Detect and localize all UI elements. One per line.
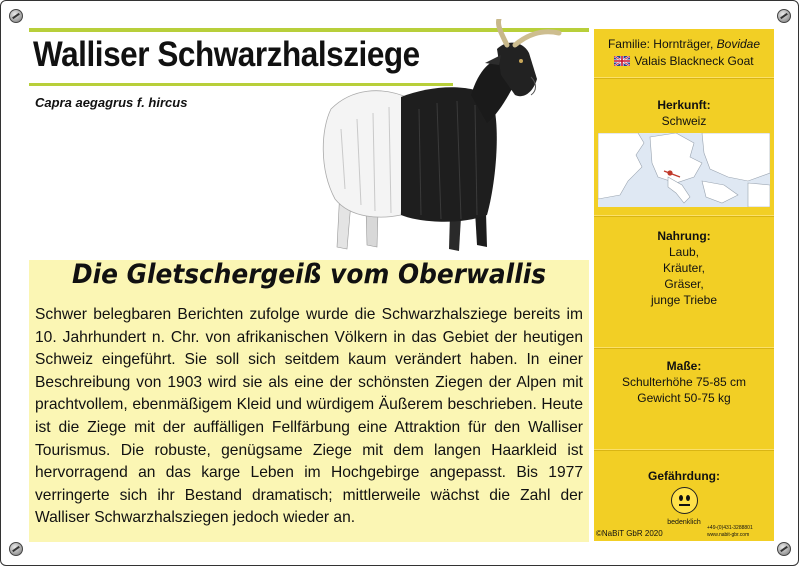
fact-sidebar: [594, 29, 774, 541]
screw-icon: [9, 9, 23, 23]
english-name: Valais Blackneck Goat: [634, 54, 754, 68]
uk-flag-icon: [614, 56, 630, 66]
family-info: [594, 36, 774, 52]
page-title: Walliser Schwarzhalsziege: [33, 35, 420, 74]
origin-section: [594, 97, 774, 129]
food-item: Laub,: [668, 245, 700, 259]
status-section: [594, 468, 774, 527]
screw-icon: [9, 542, 23, 556]
measure-item: Schulterhöhe 75-85 cm: [621, 375, 747, 389]
english-name-row: [594, 53, 774, 69]
family-latin: Bovidae: [716, 37, 761, 51]
neutral-smiley-icon: [671, 487, 698, 514]
food-heading: Nahrung:: [657, 229, 711, 243]
screw-icon: [777, 542, 791, 556]
measures-section: [594, 358, 774, 406]
copyright: ©NaBiT GbR 2020: [596, 529, 663, 538]
europe-map-icon: [598, 133, 770, 207]
status-value: bedenklich: [667, 519, 701, 526]
divider: [594, 449, 774, 451]
goat-illustration: [301, 19, 591, 259]
status-heading: Gefährdung:: [648, 469, 720, 483]
food-section: [594, 228, 774, 308]
divider: [594, 77, 774, 79]
divider: [594, 215, 774, 217]
latin-name: Capra aegagrus f. hircus: [35, 95, 188, 110]
contact-info: [707, 525, 753, 539]
phone: +49-(0)431-3288801: [707, 525, 753, 531]
family-prefix: Familie: Hornträger,: [607, 37, 717, 51]
screw-icon: [777, 9, 791, 23]
measures-heading: Maße:: [666, 359, 702, 373]
website: www.nabit-gbr.com: [707, 532, 750, 538]
origin-value: Schweiz: [661, 114, 707, 128]
food-item: junge Triebe: [650, 293, 718, 307]
divider: [594, 347, 774, 349]
food-item: Gräser,: [664, 277, 704, 291]
description-text: Schwer belegbaren Berichten zufolge wurde die Schwarzhalsziege bereits im 10. Jahrhundert n. Chr. von afrikanischen Völkern in das Gebiet der heutigen Schweiz eingeführt. Sie soll sich seitdem kaum verändert haben. In einer Beschreibung von 1903 wird sie als eine der schönsten Ziegen der Alpen mit prachtvollem, ebenmäßigem Kleid und würdigem Äußerem beschrieben. Heute ist die Ziege mit der auffälligen Fellfärbung eine Attraktion für den Walliser Tourismus. Die robuste, genügsame Ziege mit dem langen Haarkleid ist hervorragend an das karge Leben im Hochgebirge angepasst. Bis 1977 verringerte sich ihr Bestand dramatisch; mittlerweile wächst die Zahl der Walliser Schwarzhalsziegen jedoch wieder an.: [35, 306, 583, 527]
food-item: Kräuter,: [662, 261, 706, 275]
origin-heading: Herkunft:: [657, 98, 711, 112]
measure-item: Gewicht 50-75 kg: [637, 391, 731, 405]
subtitle: Die Gletschergeiß vom Oberwallis: [71, 259, 547, 290]
